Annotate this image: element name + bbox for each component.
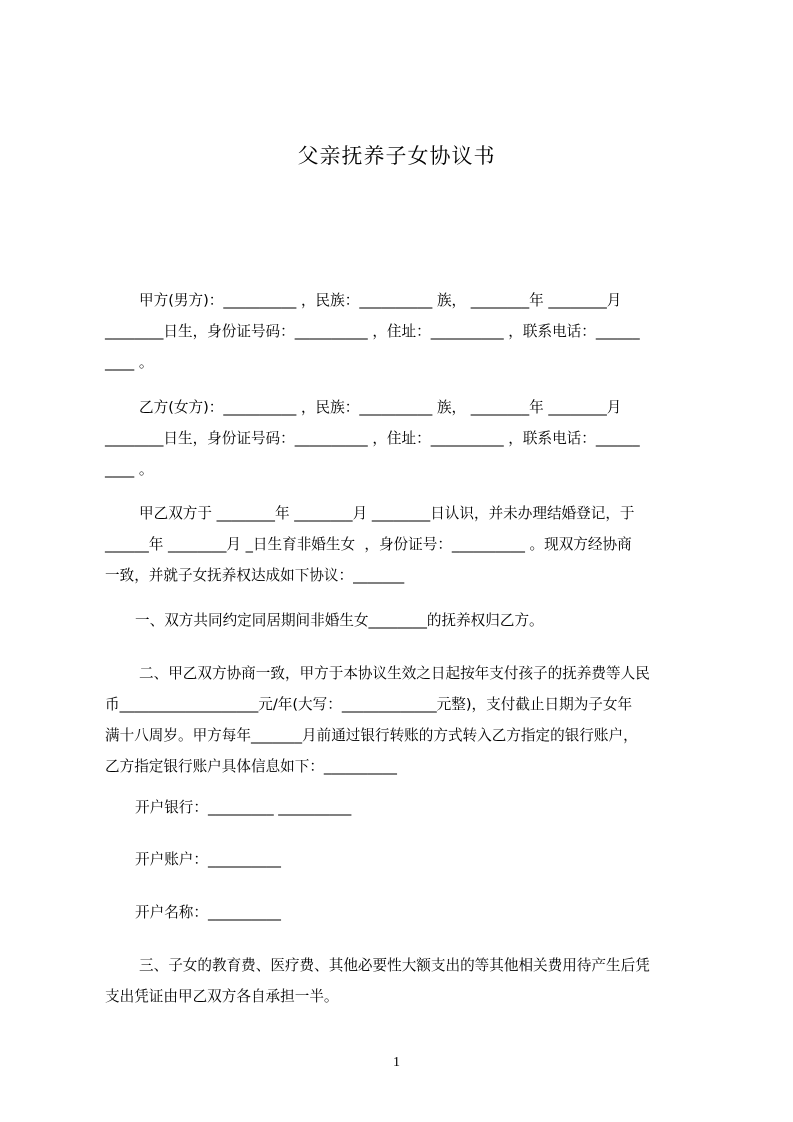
party-a-line-1: 甲方(男方)：__________ ，民族：__________ 族， ________年 ________月 [139,292,622,309]
page-number: 1 [393,1055,400,1070]
clause-2-line-3: 满十八周岁。甲方每年_______月前通过银行转账的方式转入乙方指定的银行账户， [105,727,638,744]
document-title: 父亲抚养子女协议书 [297,144,496,168]
clause-3-line-2: 支出凭证由甲乙双方各自承担一半。 [105,988,339,1005]
party-a-line-3: ____ 。 [105,354,154,371]
party-b-paragraph [105,392,705,485]
bank-account-line: 开户账户：__________ [135,851,281,868]
party-b-line-3: ____ 。 [105,461,154,478]
intro-line-3: 一致，并就子女抚养权达成如下协议：_______ [105,567,405,584]
party-b-line-1: 乙方(女方)：__________ ，民族：__________ 族， ________年 ________月 [139,399,622,416]
intro-line-2: ______年 ________月 _日生育非婚生女 ，身份证号：__________ 。现双方经协商 [105,536,632,553]
clause-3-line-1: 三、子女的教育费、医疗费、其他必要性大额支出的等其他相关费用待产生后凭 [139,957,650,974]
intro-paragraph [105,498,705,591]
clause-1-line: 一、双方共同约定同居期间非婚生女________的抚养权归乙方。 [135,612,544,629]
party-a-paragraph [105,285,705,378]
clause-1-paragraph [105,605,705,636]
account-name-line: 开户名称：__________ [135,904,281,921]
bank-name-line: 开户银行：_________ __________ [135,799,352,816]
clause-2-line-2: 币___________________元/年(大写：_____________元整)，支付截止日期为子女年 [105,696,633,713]
clause-2-paragraph [105,658,705,782]
party-a-line-2: ________日生，身份证号码：__________ ，住址：__________ ，联系电话：______ [105,323,640,340]
party-b-line-2: ________日生，身份证号码：__________ ，住址：__________ ，联系电话：______ [105,430,640,447]
clause-3-paragraph [105,950,705,1012]
clause-2-line-1: 二、甲乙双方协商一致，甲方于本协议生效之日起按年支付孩子的抚养费等人民 [139,665,650,682]
intro-line-1: 甲乙双方于 ________年 ________月 ________日认识，并未办理结婚登记，于 [139,505,635,522]
clause-2-line-4: 乙方指定银行账户具体信息如下：__________ [105,758,397,775]
